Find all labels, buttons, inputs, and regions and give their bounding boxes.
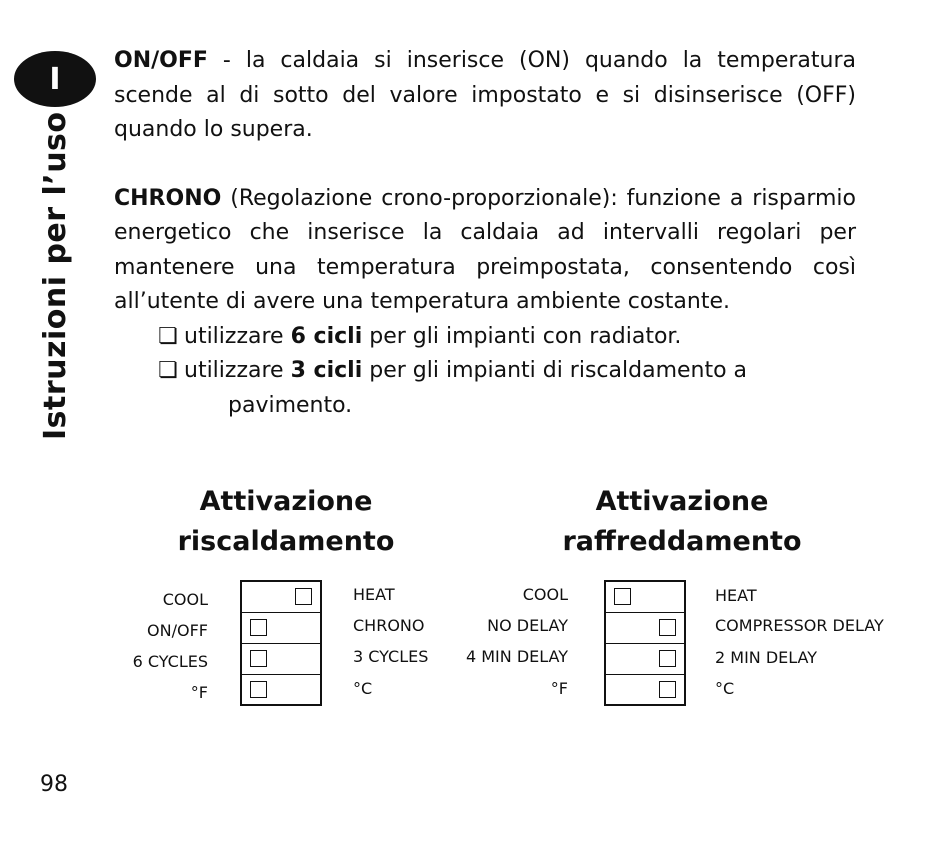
term-onoff: ON/OFF bbox=[114, 48, 208, 73]
dip-switch-knob[interactable] bbox=[250, 619, 267, 636]
bullet-text: utilizzare bbox=[184, 358, 291, 383]
switch-label-right: 2 MIN DELAY bbox=[715, 648, 818, 667]
heading-line-1: Attivazione bbox=[595, 486, 769, 517]
switch-label-right: °C bbox=[715, 679, 735, 698]
dip-switch-row bbox=[242, 582, 320, 613]
switch-label-left: 6 CYCLES bbox=[132, 652, 208, 671]
bullet-bold: 3 cicli bbox=[290, 358, 363, 383]
dip-switch-row bbox=[242, 644, 320, 675]
bullet-list bbox=[114, 320, 856, 424]
bullet-text: per gli impianti di riscaldamento a bbox=[362, 358, 748, 383]
dip-switch-knob[interactable] bbox=[659, 619, 676, 636]
dip-switch-table bbox=[240, 580, 322, 706]
dip-switch-row bbox=[606, 675, 684, 706]
heading-line-2: raffreddamento bbox=[562, 526, 802, 557]
switch-label-right: HEAT bbox=[715, 586, 757, 605]
dip-switch-knob[interactable] bbox=[659, 650, 676, 667]
dip-switch-knob[interactable] bbox=[295, 588, 312, 605]
checkbox-bullet-icon: ❏ bbox=[158, 358, 178, 383]
section-badge-letter: I bbox=[49, 61, 61, 97]
body-text bbox=[114, 44, 856, 423]
switch-label-right: 3 CYCLES bbox=[353, 647, 429, 666]
side-section-title: Istruzioni per l’uso bbox=[38, 111, 73, 440]
heading-line-2: riscaldamento bbox=[177, 526, 395, 557]
page-number: 98 bbox=[40, 772, 68, 797]
dip-switch-table bbox=[604, 580, 686, 706]
switch-label-left: °F bbox=[190, 683, 208, 702]
dip-switch-row bbox=[242, 675, 320, 706]
term-chrono: CHRONO bbox=[114, 185, 222, 211]
switch-label-left: NO DELAY bbox=[487, 616, 568, 635]
heating-heading bbox=[160, 482, 412, 562]
switch-label-right: °C bbox=[353, 679, 373, 698]
paragraph-onoff bbox=[114, 44, 856, 148]
dip-switch-knob[interactable] bbox=[250, 681, 267, 698]
switch-label-left: COOL bbox=[162, 590, 208, 609]
list-item bbox=[158, 320, 856, 355]
dip-switch-knob[interactable] bbox=[250, 650, 267, 667]
checkbox-bullet-icon: ❏ bbox=[158, 323, 178, 349]
cooling-heading bbox=[550, 482, 814, 562]
paragraph-onoff-text: - la caldaia si inserisce (ON) quando la temperatura scende al di sotto del valore impostato e si disinserisce (OFF) quando lo supera. bbox=[114, 48, 856, 142]
bullet-continuation: pavimento. bbox=[228, 392, 353, 418]
switch-label-left: ON/OFF bbox=[147, 621, 208, 640]
dip-switch-row bbox=[606, 613, 684, 644]
bullet-text: utilizzare bbox=[184, 323, 291, 349]
dip-switch-row bbox=[242, 613, 320, 644]
switch-label-left: °F bbox=[550, 679, 568, 698]
switch-label-right: CHRONO bbox=[353, 616, 425, 635]
switch-label-left: COOL bbox=[522, 585, 568, 604]
paragraph-chrono-text: (Regolazione crono-proporzionale): funzione a risparmio energetico che inserisce la caldaia ad intervalli regolari per mantenere una temperatura preimpostata, consentendo così all’utente di avere una temperatura ambiente costante. bbox=[114, 185, 856, 314]
switch-label-right: COMPRESSOR DELAY bbox=[715, 616, 884, 635]
dip-switch-row bbox=[606, 644, 684, 675]
section-badge bbox=[14, 51, 96, 107]
switch-label-right: HEAT bbox=[353, 585, 395, 604]
dip-switch-row bbox=[606, 582, 684, 613]
bullet-text: per gli impianti con radiator. bbox=[362, 323, 682, 349]
paragraph-chrono bbox=[114, 182, 856, 320]
heading-line-1: Attivazione bbox=[199, 486, 373, 517]
bullet-bold: 6 cicli bbox=[290, 323, 363, 349]
dip-switch-knob[interactable] bbox=[659, 681, 676, 698]
switch-label-left: 4 MIN DELAY bbox=[465, 647, 568, 666]
dip-switch-knob[interactable] bbox=[614, 588, 631, 605]
list-item bbox=[158, 354, 856, 423]
